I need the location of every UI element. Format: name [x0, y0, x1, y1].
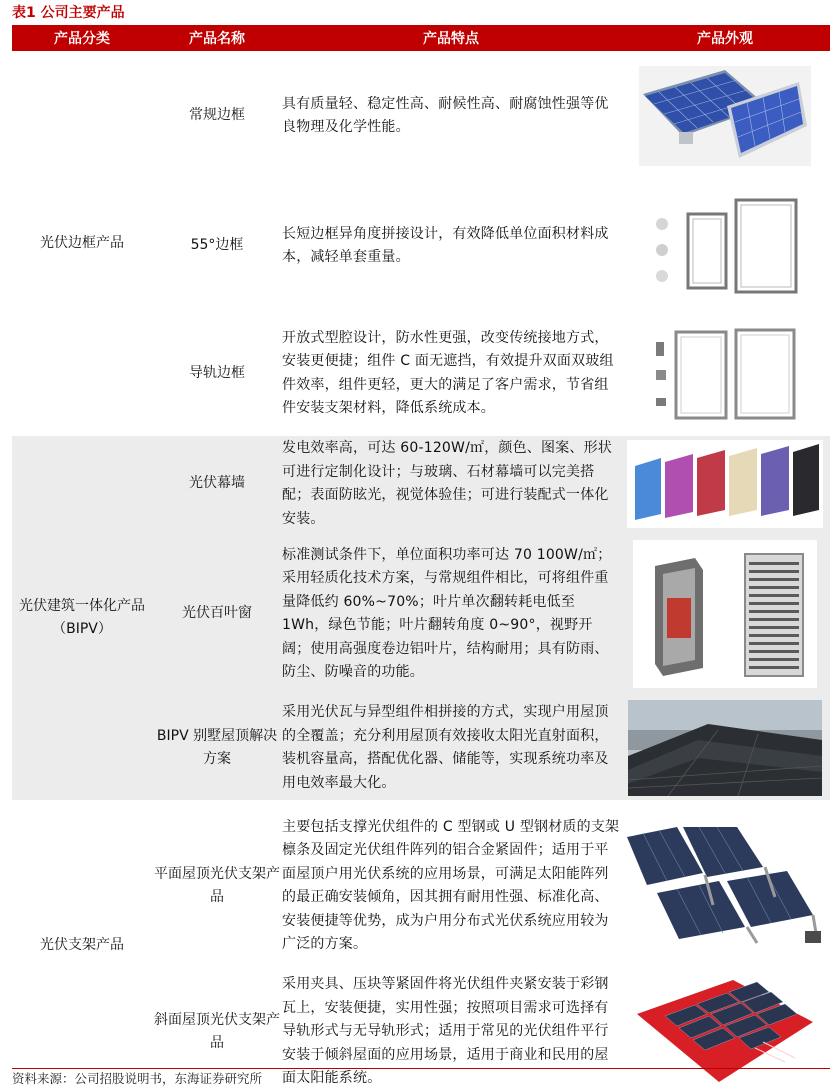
table-row	[12, 51, 830, 181]
colored-glass-panels-icon	[627, 440, 823, 528]
product-image-cell	[620, 436, 830, 532]
solar-panel-frame-icon	[639, 66, 811, 166]
product-features: 长短边框异角度拼接设计，有效降低单位面积材料成本，减轻单套重量。	[282, 225, 609, 265]
category-cell: 光伏支架产品	[40, 937, 124, 954]
table-row	[12, 436, 830, 532]
product-name: 常规边框	[189, 107, 245, 124]
source-note: 资料来源：公司招股说明书，东海证券研究所	[12, 1068, 830, 1087]
frame-outline-icon	[650, 196, 800, 296]
product-image-cell	[620, 696, 830, 800]
product-features: 采用夹具、压块等紧固件将光伏组件夹紧安装于彩钢瓦上，安装便捷，实用性强；按照项目需求可选择有导轨形式与无导轨形式；适用于常见的光伏组件平行安装于倾斜屋面的应用场景，适用于商业和民用的屋面太阳能系统。	[282, 976, 609, 1087]
product-image-cell	[620, 800, 830, 972]
product-name: 光伏百叶窗	[152, 532, 282, 696]
header-category: 产品分类	[12, 25, 152, 51]
table-header-row	[12, 25, 830, 51]
rail-frame-icon	[650, 326, 800, 422]
table-row	[12, 800, 830, 972]
product-features: 具有质量轻、稳定性高、耐候性高、耐腐蚀性强等优良物理及化学性能。	[282, 95, 609, 135]
product-name: 斜面屋顶光伏支架产品	[154, 1011, 280, 1051]
header-appearance: 产品外观	[620, 25, 830, 51]
category-cell: 光伏建筑一体化产品（BIPV）	[12, 436, 152, 800]
product-image-cell	[620, 311, 830, 436]
header-name: 产品名称	[152, 25, 282, 51]
product-features: 开放式型腔设计，防水性更强，改变传统接地方式，安装更便捷；组件 C 面无遮挡，有效提升双面双玻组件效率，组件更轻，更大的满足了客户需求，节省组件安装支架材料，降低系统成本。	[282, 329, 614, 416]
flat-roof-mount-icon	[627, 827, 823, 945]
product-features: 发电效率高，可达 60-120W/㎡，颜色、图案、形状可进行定制化设计；与玻璃、石材幕墙可以完美搭配；表面防眩光，视觉体验佳；可进行装配式一体化安装。	[282, 436, 620, 532]
product-features: 标准测试条件下，单位面积功率可达 70 100W/㎡；采用轻质化技术方案，与常规组件相比，可将组件重量降低约 60%~70%；叶片单次翻转耗电低至 1Wh，绿色节能；叶片翻转角度 0~90°，视野开阔；使用高强度卷边铝叶片，结构耐用；具有防雨、防尘、防噪音的功能。	[282, 532, 620, 696]
category-cell: 光伏边框产品	[40, 234, 124, 251]
product-features: 采用光伏瓦与异型组件相拼接的方式，实现户用屋顶的全覆盖；充分利用屋顶有效接收太阳光直射面积，装机容量高，搭配优化器、储能等，实现系统功率及用电效率最大化。	[282, 696, 620, 800]
product-features: 主要包括支撑光伏组件的 C 型钢或 U 型钢材质的支架檩条及固定光伏组件阵列的铝合金紧固件；适用于平面屋顶户用光伏系统的应用场景，可满足太阳能阵列的最正确安装倾角，因其拥有耐用性强、标准化高、安装便捷等优势，成为户用分布式光伏系统应用较为广泛的方案。	[282, 818, 620, 952]
product-name: 平面屋顶光伏支架产品	[154, 865, 280, 905]
product-name: 光伏幕墙	[152, 436, 282, 532]
product-image-cell	[620, 181, 830, 311]
product-name: 55°边框	[190, 237, 244, 254]
solar-roof-icon	[628, 700, 822, 796]
louver-window-icon	[633, 540, 817, 688]
product-name: 导轨边框	[189, 364, 245, 381]
products-table	[12, 25, 830, 1092]
header-features: 产品特点	[282, 25, 620, 51]
table-caption: 表1 公司主要产品	[12, 5, 125, 21]
product-image-cell	[620, 51, 830, 181]
product-image-cell	[620, 532, 830, 696]
product-name: BIPV 别墅屋顶解决方案	[152, 696, 282, 800]
